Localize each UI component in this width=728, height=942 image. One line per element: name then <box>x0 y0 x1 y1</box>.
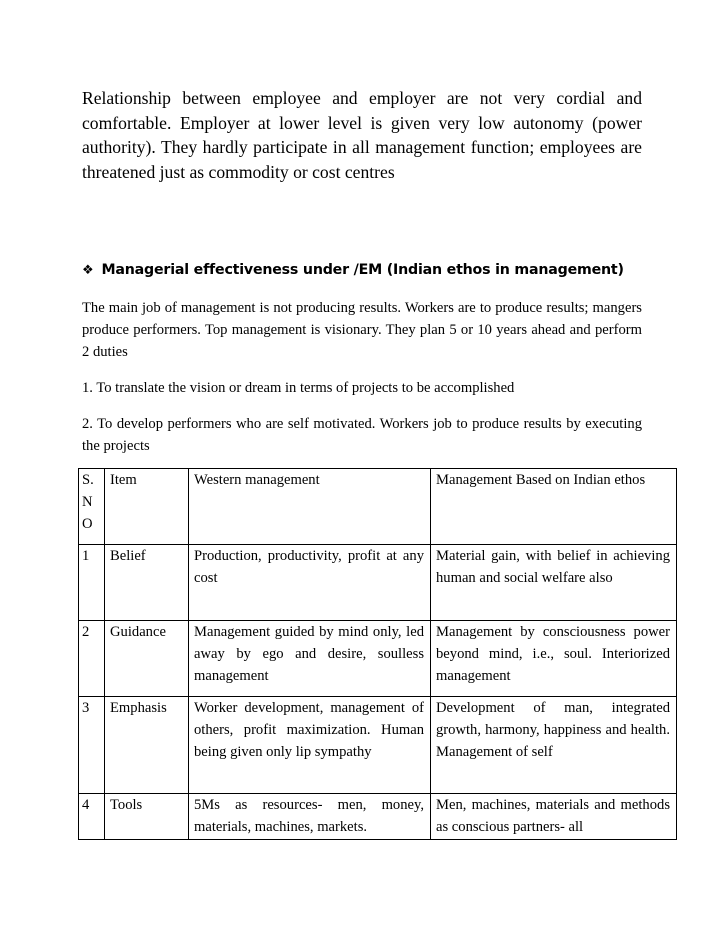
row-indian: Development of man, integrated growth, harmony, happiness and health. Management of self <box>431 697 677 794</box>
row-sno: 3 <box>79 697 105 794</box>
table-row <box>79 621 677 697</box>
table-row <box>79 697 677 794</box>
table-row <box>79 794 677 840</box>
diamond-bullet-icon: ❖ <box>82 262 94 278</box>
row-sno: 4 <box>79 794 105 840</box>
duty-one: 1. To translate the vision or dream in terms of projects to be accomplished <box>82 380 515 396</box>
table-row <box>79 545 677 621</box>
header-western: Western management <box>189 469 431 545</box>
comparison-table <box>78 468 677 840</box>
row-western: Management guided by mind only, led away by ego and desire, soulless management <box>189 621 431 697</box>
duty-two: 2. To develop performers who are self motivated. Workers job to produce results by executing the projects <box>82 416 642 454</box>
section-paragraph: The main job of management is not producing results. Workers are to produce results; mangers produce performers. Top management is visionary. They plan 5 or 10 years ahead and perform 2 duties <box>82 300 642 360</box>
row-western: 5Ms as resources- men, money, materials, machines, markets. <box>189 794 431 840</box>
row-item: Belief <box>105 545 189 621</box>
row-western: Production, productivity, profit at any cost <box>189 545 431 621</box>
header-indian: Management Based on Indian ethos <box>431 469 677 545</box>
section-heading <box>82 262 682 278</box>
row-sno: 1 <box>79 545 105 621</box>
row-indian: Men, machines, materials and methods as conscious partners- all <box>431 794 677 840</box>
table-header-row <box>79 469 677 545</box>
row-indian: Material gain, with belief in achieving human and social welfare also <box>431 545 677 621</box>
header-item: Item <box>105 469 189 545</box>
header-sno: S. N O <box>79 469 105 545</box>
row-item: Emphasis <box>105 697 189 794</box>
row-western: Worker development, management of others, profit maximization. Human being given only lip sympathy <box>189 697 431 794</box>
row-indian: Management by consciousness power beyond mind, i.e., soul. Interiorized management <box>431 621 677 697</box>
section-heading-text: Managerial effectiveness under /EM (Indian ethos in management) <box>101 262 624 278</box>
row-item: Guidance <box>105 621 189 697</box>
row-item: Tools <box>105 794 189 840</box>
row-sno: 2 <box>79 621 105 697</box>
intro-paragraph: Relationship between employee and employer are not very cordial and comfortable. Employer at lower level is given very low autonomy (power authority). They hardly participate in all management function; employees are threatened just as commodity or cost centres <box>82 88 642 182</box>
